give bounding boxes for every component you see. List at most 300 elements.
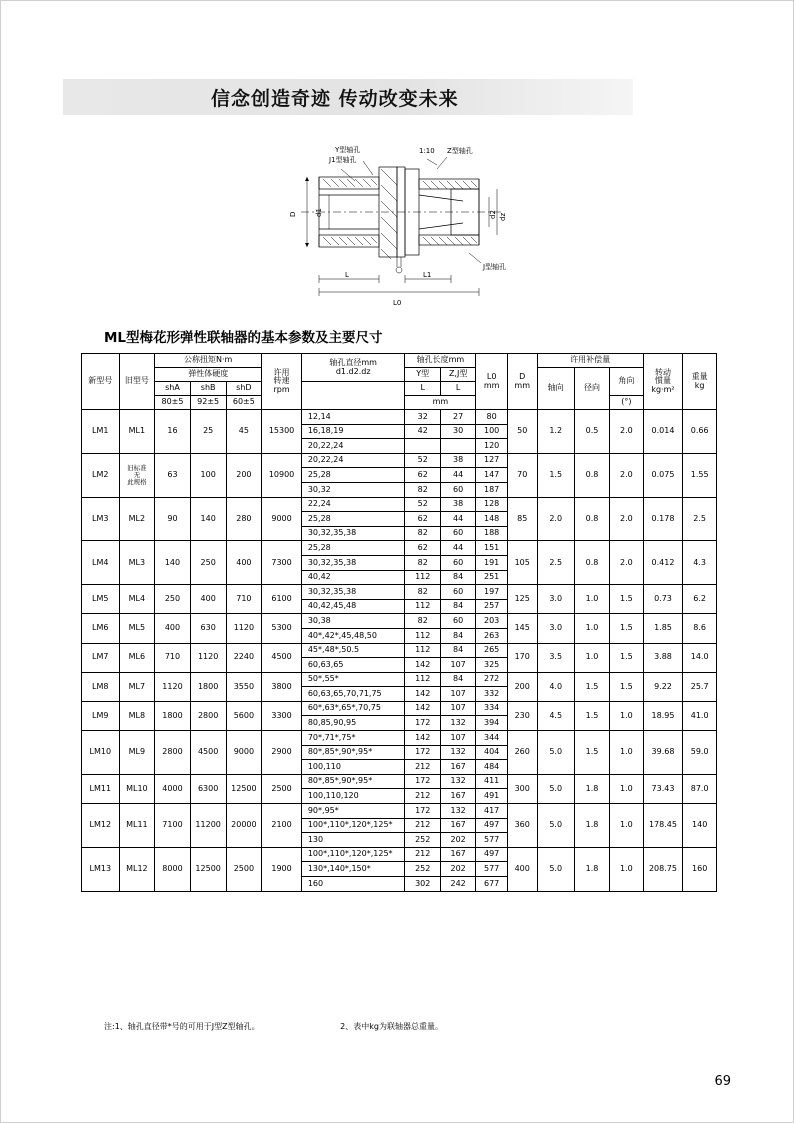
cell-shD: 710 (226, 585, 262, 614)
banner-title: 信念创造奇迹 传动改变未来 (211, 87, 459, 110)
cell-speed: 9000 (262, 497, 302, 541)
label-d1: d1 (315, 208, 323, 217)
cell-axial: 5.0 (537, 804, 574, 848)
cell-weight: 1.55 (683, 453, 717, 497)
cell-old-model: ML7 (119, 672, 155, 701)
th-L0-l1: L0 (486, 372, 497, 382)
cell-old-model: ML3 (119, 541, 155, 585)
cell-bore-diameter: 100,110 (301, 760, 405, 775)
cell-shB: 2800 (190, 701, 226, 730)
cell-L-Y: 112 (405, 643, 440, 658)
cell-L-ZJ: 38 (440, 453, 475, 468)
cell-shB: 400 (190, 585, 226, 614)
th-comp-group: 许用补偿量 (537, 354, 643, 368)
cell-L-ZJ: 132 (440, 804, 475, 819)
th-speed-l2: 转速 (273, 376, 290, 386)
cell-inertia: 0.178 (643, 497, 683, 541)
cell-radial: 0.8 (574, 453, 609, 497)
cell-bore-diameter: 25,28 (301, 541, 405, 556)
cell-shA: 1800 (155, 701, 191, 730)
cell-L-Y: 82 (405, 482, 440, 497)
cell-axial: 3.0 (537, 614, 574, 643)
cell-L0: 187 (476, 482, 508, 497)
cell-axial: 1.2 (537, 410, 574, 454)
cell-L-Y: 302 (405, 877, 440, 892)
cell-shA: 250 (155, 585, 191, 614)
label-j1-bore: J1型轴孔 (329, 156, 357, 164)
cell-shD: 12500 (226, 774, 262, 803)
th-hardness-group: 弹性体硬度 (155, 368, 262, 382)
cell-L-Y: 212 (405, 789, 440, 804)
cell-L0: 188 (476, 526, 508, 541)
cell-speed: 6100 (262, 585, 302, 614)
cell-old-model: ML2 (119, 497, 155, 541)
cell-radial: 1.5 (574, 701, 609, 730)
cell-L0: 263 (476, 628, 508, 643)
cell-L-Y: 52 (405, 497, 440, 512)
header-banner (63, 79, 633, 115)
cell-speed: 7300 (262, 541, 302, 585)
cell-axial: 2.0 (537, 497, 574, 541)
cell-speed: 2500 (262, 774, 302, 803)
cell-bore-diameter: 30,32,35,38 (301, 526, 405, 541)
cell-L0: 151 (476, 541, 508, 556)
note-2: 2、表中kg为联轴器总重量。 (340, 1022, 443, 1031)
th-L0 (476, 354, 508, 410)
page-number: 69 (714, 1074, 731, 1089)
cell-radial: 1.0 (574, 585, 609, 614)
cell-inertia: 73.43 (643, 774, 683, 803)
cell-D: 300 (507, 774, 537, 803)
cell-speed: 4500 (262, 643, 302, 672)
cell-shA: 140 (155, 541, 191, 585)
cell-weight: 6.2 (683, 585, 717, 614)
cell-old-model: ML11 (119, 804, 155, 848)
cell-D: 200 (507, 672, 537, 701)
cell-bore-diameter: 30,32,35,38 (301, 555, 405, 570)
cell-weight: 41.0 (683, 701, 717, 730)
cell-shD: 5600 (226, 701, 262, 730)
cell-L0: 80 (476, 410, 508, 425)
cell-radial: 1.8 (574, 774, 609, 803)
cell-new-model: LM11 (82, 774, 120, 803)
cell-L-ZJ: 27 (440, 410, 475, 425)
cell-old-model: ML9 (119, 731, 155, 775)
cell-radial: 0.5 (574, 410, 609, 454)
cell-new-model: LM3 (82, 497, 120, 541)
cell-L0: 491 (476, 789, 508, 804)
th-inertia-l2: 惯量 (654, 376, 671, 386)
cell-old-model: ML12 (119, 847, 155, 891)
cell-weight: 25.7 (683, 672, 717, 701)
table-row (82, 672, 717, 687)
cell-D: 260 (507, 731, 537, 775)
cell-angular: 1.0 (610, 774, 643, 803)
cell-inertia: 0.014 (643, 410, 683, 454)
cell-shA: 8000 (155, 847, 191, 891)
cell-L-ZJ: 167 (440, 760, 475, 775)
cell-weight: 4.3 (683, 541, 717, 585)
th-shA-val: 80±5 (155, 396, 191, 410)
cell-angular: 1.5 (610, 585, 643, 614)
cell-shD: 280 (226, 497, 262, 541)
table-row (82, 643, 717, 658)
cell-L-ZJ: 44 (440, 468, 475, 483)
cell-L-ZJ: 242 (440, 877, 475, 892)
cell-L0: 100 (476, 424, 508, 439)
cell-radial: 1.5 (574, 672, 609, 701)
cell-shB: 25 (190, 410, 226, 454)
cell-L-ZJ: 202 (440, 833, 475, 848)
cell-D: 400 (507, 847, 537, 891)
cell-speed: 2100 (262, 804, 302, 848)
cell-bore-diameter: 80,85,90,95 (301, 716, 405, 731)
cell-L-ZJ: 44 (440, 541, 475, 556)
cell-inertia: 3.88 (643, 643, 683, 672)
cell-axial: 4.5 (537, 701, 574, 730)
cell-D: 50 (507, 410, 537, 454)
table-row (82, 847, 717, 862)
cell-bore-diameter: 80*,85*,90*,95* (301, 774, 405, 789)
cell-bore-diameter: 130*,140*,150* (301, 862, 405, 877)
th-bore-len-group: 轴孔长度mm (405, 354, 476, 368)
th-shB: shB (190, 382, 226, 396)
th-bore-dia-l1: 轴孔直径mm (329, 358, 377, 368)
cell-bore-diameter: 30,38 (301, 614, 405, 629)
cell-L-Y: 32 (405, 410, 440, 425)
cell-weight: 8.6 (683, 614, 717, 643)
cell-D: 70 (507, 453, 537, 497)
th-weight-l2: kg (694, 380, 705, 390)
cell-radial: 1.0 (574, 614, 609, 643)
cell-shD: 3550 (226, 672, 262, 701)
cell-angular: 1.0 (610, 701, 643, 730)
cell-L-Y: 112 (405, 599, 440, 614)
cell-new-model: LM4 (82, 541, 120, 585)
cell-speed: 1900 (262, 847, 302, 891)
cell-L-Y: 42 (405, 424, 440, 439)
cell-shD: 2240 (226, 643, 262, 672)
cell-speed: 15300 (262, 410, 302, 454)
cell-bore-diameter: 25,28 (301, 512, 405, 527)
cell-L-ZJ: 84 (440, 672, 475, 687)
cell-weight: 59.0 (683, 731, 717, 775)
th-D (507, 354, 537, 410)
th-bore-dia-group (301, 354, 405, 382)
section-title: ML型梅花形弹性联轴器的基本参数及主要尺寸 (104, 330, 383, 346)
cell-shB: 100 (190, 453, 226, 497)
cell-L0: 334 (476, 701, 508, 716)
cell-L-Y: 252 (405, 862, 440, 877)
cell-bore-diameter: 60,63,65,70,71,75 (301, 687, 405, 702)
cell-L0: 265 (476, 643, 508, 658)
cell-L0: 577 (476, 862, 508, 877)
cell-axial: 5.0 (537, 847, 574, 891)
th-new-model: 新型号 (82, 354, 120, 410)
cell-L0: 257 (476, 599, 508, 614)
coupling-drawing-svg (251, 139, 551, 309)
cell-new-model: LM5 (82, 585, 120, 614)
cell-old-model: ML5 (119, 614, 155, 643)
cell-new-model: LM12 (82, 804, 120, 848)
cell-old-model: ML10 (119, 774, 155, 803)
cell-weight: 2.5 (683, 497, 717, 541)
label-L1: L1 (423, 271, 432, 279)
parameter-table-wrap (81, 353, 717, 892)
th-L0-l2: mm (483, 380, 500, 390)
cell-L-ZJ: 38 (440, 497, 475, 512)
cell-shB: 630 (190, 614, 226, 643)
th-bore-dia-blank (301, 382, 405, 410)
cell-L0: 677 (476, 877, 508, 892)
cell-bore-diameter: 30,32 (301, 482, 405, 497)
cell-L0: 203 (476, 614, 508, 629)
cell-L-Y: 212 (405, 847, 440, 862)
th-D-l1: D (519, 372, 526, 382)
cell-bore-diameter: 60*,63*,65*,70,75 (301, 701, 405, 716)
cell-angular: 1.0 (610, 804, 643, 848)
cell-bore-diameter: 22,24 (301, 497, 405, 512)
cell-L-Y: 142 (405, 701, 440, 716)
cell-shB: 1800 (190, 672, 226, 701)
cell-L-ZJ: 60 (440, 555, 475, 570)
cell-shB: 250 (190, 541, 226, 585)
cell-bore-diameter: 20,22,24 (301, 453, 405, 468)
cell-bore-diameter: 40,42 (301, 570, 405, 585)
cell-new-model: LM2 (82, 453, 120, 497)
cell-inertia: 1.85 (643, 614, 683, 643)
cell-radial: 1.0 (574, 643, 609, 672)
cell-radial: 1.8 (574, 804, 609, 848)
cell-angular: 2.0 (610, 541, 643, 585)
cell-inertia: 0.73 (643, 585, 683, 614)
coupling-drawing (251, 139, 551, 309)
label-j-bore: J型轴孔 (483, 263, 507, 271)
cell-shB: 4500 (190, 731, 226, 775)
cell-D: 125 (507, 585, 537, 614)
table-row (82, 614, 717, 629)
cell-L-ZJ: 30 (440, 424, 475, 439)
cell-weight: 140 (683, 804, 717, 848)
cell-old-model: ML8 (119, 701, 155, 730)
cell-speed: 10900 (262, 453, 302, 497)
cell-bore-diameter: 60,63,65 (301, 658, 405, 673)
cell-inertia: 208.75 (643, 847, 683, 891)
cell-old-model: ML1 (119, 410, 155, 454)
cell-L-Y: 112 (405, 672, 440, 687)
cell-L-Y: 142 (405, 731, 440, 746)
cell-L-ZJ: 60 (440, 614, 475, 629)
cell-L0: 394 (476, 716, 508, 731)
th-shD-val: 60±5 (226, 396, 262, 410)
cell-angular: 1.5 (610, 643, 643, 672)
cell-L-Y: 212 (405, 760, 440, 775)
cell-inertia: 0.412 (643, 541, 683, 585)
th-angular-unit: (°) (610, 396, 643, 410)
cell-new-model: LM9 (82, 701, 120, 730)
cell-angular: 2.0 (610, 497, 643, 541)
cell-L-Y: 142 (405, 687, 440, 702)
cell-shB: 12500 (190, 847, 226, 891)
cell-shD: 9000 (226, 731, 262, 775)
cell-axial: 2.5 (537, 541, 574, 585)
cell-L-Y: 82 (405, 614, 440, 629)
cell-bore-diameter: 90*,95* (301, 804, 405, 819)
cell-axial: 3.0 (537, 585, 574, 614)
table-row (82, 453, 717, 468)
table-row (82, 585, 717, 600)
th-radial: 径向 (574, 368, 609, 410)
label-d2: d2 (489, 210, 497, 219)
cell-D: 170 (507, 643, 537, 672)
cell-L0: 272 (476, 672, 508, 687)
cell-shA: 16 (155, 410, 191, 454)
cell-L-ZJ: 167 (440, 789, 475, 804)
cell-new-model: LM13 (82, 847, 120, 891)
cell-L0: 411 (476, 774, 508, 789)
th-D-l2: mm (514, 380, 531, 390)
cell-old-model: ML4 (119, 585, 155, 614)
cell-old-model: ML6 (119, 643, 155, 672)
th-angular: 角向 (610, 368, 643, 396)
cell-axial: 4.0 (537, 672, 574, 701)
cell-bore-diameter: 50*,55* (301, 672, 405, 687)
cell-new-model: LM10 (82, 731, 120, 775)
cell-shA: 90 (155, 497, 191, 541)
cell-L-Y: 112 (405, 628, 440, 643)
table-row (82, 541, 717, 556)
th-inertia-l3: kg·m² (651, 384, 675, 394)
cell-L-ZJ: 84 (440, 599, 475, 614)
label-D: D (289, 211, 297, 217)
cell-L-ZJ: 202 (440, 862, 475, 877)
cell-shA: 63 (155, 453, 191, 497)
cell-inertia: 0.075 (643, 453, 683, 497)
table-row (82, 804, 717, 819)
cell-radial: 1.5 (574, 731, 609, 775)
cell-bore-diameter: 40,42,45,48 (301, 599, 405, 614)
cell-L-ZJ: 132 (440, 716, 475, 731)
cell-speed: 5300 (262, 614, 302, 643)
th-weight-l1: 重量 (691, 372, 708, 382)
cell-L-Y: 82 (405, 526, 440, 541)
cell-shB: 140 (190, 497, 226, 541)
cell-new-model: LM7 (82, 643, 120, 672)
cell-L-ZJ: 107 (440, 658, 475, 673)
parameter-table-body (82, 410, 717, 892)
cell-L0: 497 (476, 818, 508, 833)
cell-L-Y: 252 (405, 833, 440, 848)
cell-bore-diameter: 25,28 (301, 468, 405, 483)
cell-speed: 2900 (262, 731, 302, 775)
cell-L-ZJ: 60 (440, 585, 475, 600)
cell-L-ZJ: 132 (440, 774, 475, 789)
cell-shB: 11200 (190, 804, 226, 848)
cell-L-ZJ: 60 (440, 526, 475, 541)
cell-L0: 197 (476, 585, 508, 600)
cell-angular: 1.0 (610, 731, 643, 775)
cell-weight: 14.0 (683, 643, 717, 672)
label-y-bore: Y型轴孔 (335, 146, 361, 154)
cell-L-Y: 82 (405, 555, 440, 570)
th-speed-l3: rpm (273, 384, 290, 394)
cell-D: 145 (507, 614, 537, 643)
cell-axial: 5.0 (537, 731, 574, 775)
cell-shD: 45 (226, 410, 262, 454)
cell-axial: 3.5 (537, 643, 574, 672)
th-shB-val: 92±5 (190, 396, 226, 410)
cell-shA: 400 (155, 614, 191, 643)
cell-bore-diameter: 30,32,35,38 (301, 585, 405, 600)
cell-L-Y: 172 (405, 774, 440, 789)
th-speed-l1: 许用 (273, 367, 290, 377)
label-taper: 1:10 (419, 147, 435, 155)
cell-bore-diameter: 16,18,19 (301, 424, 405, 439)
cell-L-ZJ: 60 (440, 482, 475, 497)
cell-L0: 332 (476, 687, 508, 702)
cell-bore-diameter: 100*,110*,120*,125* (301, 818, 405, 833)
cell-inertia: 178.45 (643, 804, 683, 848)
cell-inertia: 9.22 (643, 672, 683, 701)
cell-speed: 3300 (262, 701, 302, 730)
cell-L-ZJ: 84 (440, 643, 475, 658)
cell-L-ZJ: 84 (440, 628, 475, 643)
cell-L-ZJ: 107 (440, 687, 475, 702)
cell-L-Y (405, 439, 440, 454)
cell-weight: 160 (683, 847, 717, 891)
cell-shA: 1120 (155, 672, 191, 701)
cell-radial: 1.8 (574, 847, 609, 891)
cell-L-Y: 142 (405, 658, 440, 673)
cell-L-ZJ: 107 (440, 731, 475, 746)
th-L-zj: L (440, 382, 475, 396)
cell-L0: 344 (476, 731, 508, 746)
cell-L-Y: 52 (405, 453, 440, 468)
table-row (82, 497, 717, 512)
cell-shA: 4000 (155, 774, 191, 803)
th-shA: shA (155, 382, 191, 396)
cell-new-model: LM6 (82, 614, 120, 643)
cell-L-ZJ: 167 (440, 818, 475, 833)
th-shD: shD (226, 382, 262, 396)
cell-L-ZJ: 132 (440, 745, 475, 760)
cell-bore-diameter: 100,110,120 (301, 789, 405, 804)
cell-old-model: 旧标准 无 此规格 (119, 453, 155, 497)
th-inertia (643, 354, 683, 410)
table-notes (104, 1021, 443, 1032)
cell-L0: 417 (476, 804, 508, 819)
table-row (82, 731, 717, 746)
cell-radial: 0.8 (574, 541, 609, 585)
cell-L0: 325 (476, 658, 508, 673)
cell-L-Y: 82 (405, 585, 440, 600)
th-inertia-l1: 转动 (654, 367, 671, 377)
cell-D: 230 (507, 701, 537, 730)
th-speed (262, 354, 302, 410)
th-L-y: L (405, 382, 440, 396)
cell-L0: 404 (476, 745, 508, 760)
cell-L-ZJ: 84 (440, 570, 475, 585)
cell-angular: 1.5 (610, 614, 643, 643)
cell-shD: 400 (226, 541, 262, 585)
cell-L-Y: 112 (405, 570, 440, 585)
cell-bore-diameter: 20,22,24 (301, 439, 405, 454)
cell-L0: 497 (476, 847, 508, 862)
th-Y-type: Y型 (405, 368, 440, 382)
cell-L-Y: 172 (405, 745, 440, 760)
cell-inertia: 18.95 (643, 701, 683, 730)
cell-L0: 127 (476, 453, 508, 468)
